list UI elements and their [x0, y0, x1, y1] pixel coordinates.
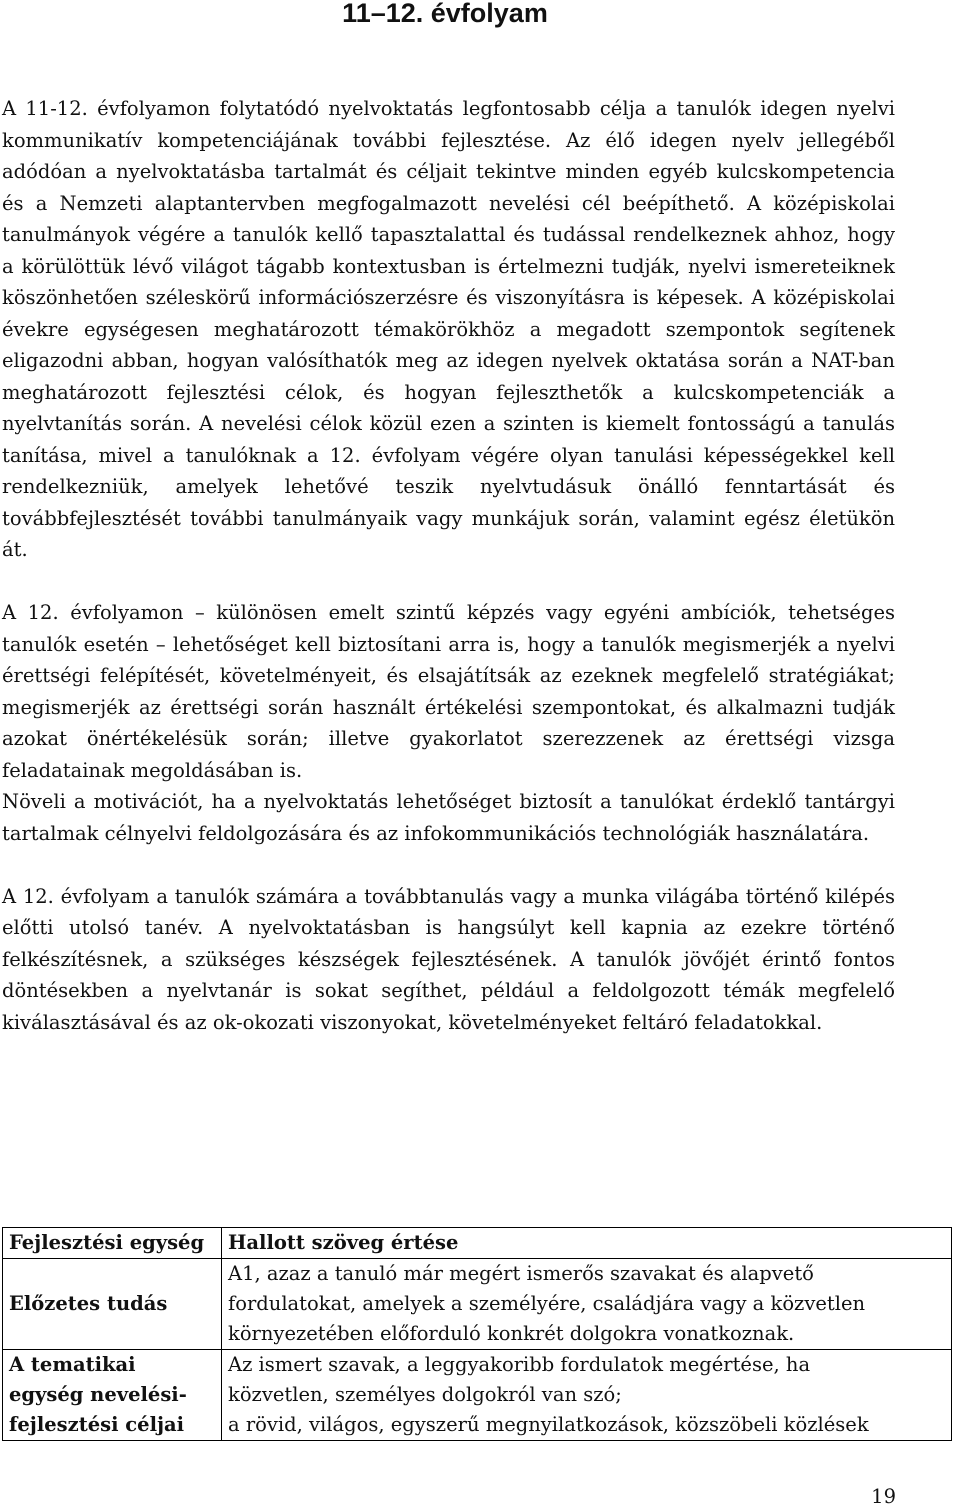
paragraph: A 12. évfolyamon – különösen emelt szintű képzés vagy egyéni ambíciók, tehetséges tanulók esetén – lehetőséget kell biztosítani arra is, hogy a tanulók megismerjék a nyelvi érettségi felépítését, követelményeit, és elsajátítsák az ezeknek megfelelő stratégiákat; megismerjék az érettségi során használt értékelési szempontokat, és alkalmazni tudják azokat önértékelésük során; illetve gyakorlatot szerezzenek az érettségi vizsga feladatainak megoldásában is. [2, 601, 895, 782]
table-cell-line: környezetében előforduló konkrét dolgokra vonatkoznak. [228, 1322, 795, 1345]
paragraph-gap [2, 849, 895, 881]
row-value-prior-knowledge [222, 1259, 952, 1350]
row-value-goals [222, 1350, 952, 1441]
row-label-goals: A tematikai egység nevelési-fejlesztési céljai [3, 1350, 222, 1441]
table-header-label: Fejlesztési egység [3, 1228, 222, 1259]
page-number: 19 [871, 1485, 896, 1508]
paragraph: A 11-12. évfolyamon folytatódó nyelvoktatás legfontosabb célja a tanulók idegen nyelvi kommunikatív kompetenciájának további fejlesztése. Az élő idegen nyelv jellegéből adódóan a nyelvoktatásba tartalmát és céljait tekintve minden egyéb kulcskompetencia és a Nemzeti alaptantervben megfogalmazott nevelési cél beépíthető. A középiskolai tanulmányok végére a tanulók kellő tapasztalattal és tudással rendelkeznek ahhoz, hogy a körülöttük lévő világot tágabb kontextusban is értelmezni tudják, nyelvi ismereteiknek köszönhetően széleskörű információszerzésre és viszonyításra is képesek. A középiskolai évekre egységesen meghatározott témakörökhöz a megadott szempontok segítenek eligazodni abban, hogyan valósíthatók meg az idegen nyelvek oktatása során a NAT-ban meghatározott fejlesztési célok, és hogyan fejleszthetők a kulcskompetenciák a nyelvtanítás során. A nevelési célok közül ezen a szinten is kiemelt fontosságú a tanulás tanítása, mivel a tanulóknak a 12. évfolyam végére olyan tanulási képességekkel kell rendelkezniük, amelyek lehetővé teszik nyelvtudásuk önálló fenntartását és továbbfejlesztését további tanulmányaik vagy munkájuk során, valamint egész életükön át. [2, 97, 895, 561]
table-row [3, 1228, 952, 1259]
paragraph: Növeli a motivációt, ha a nyelvoktatás lehetőséget biztosít a tanulókat érdeklő tantárgyi tartalmak célnyelvi feldolgozására és az infokommunikációs technológiák használatára. [2, 790, 895, 845]
paragraph-gap [2, 566, 895, 598]
table-cell-line: A1, azaz a tanuló már megért ismerős szavakat és alapvető [228, 1262, 814, 1285]
table-cell-line: közvetlen, személyes dolgokról van szó; [228, 1383, 622, 1406]
table-row [3, 1259, 952, 1350]
table-header-value: Hallott szöveg értése [222, 1228, 952, 1259]
paragraph: A 12. évfolyam a tanulók számára a továbbtanulás vagy a munka világába történő kilépés előtti utolsó tanév. A nyelvoktatásban is hangsúlyt kell kapnia az ezekre történő felkészítésnek, a szükséges készségek fejlesztésének. A tanulók jövőjét érintő fontos döntésekben a nyelvtanár is sokat segíthet, például a feldolgozott témák megfelelő kiválasztásával és az ok-okozati viszonyokat, követelményeket feltáró feladatokkal. [2, 884, 895, 1034]
table-row [3, 1350, 952, 1441]
table-cell-line: fordulatokat, amelyek a személyére, családjára vagy a közvetlen [228, 1292, 866, 1315]
page-title: 11–12. évfolyam [342, 0, 548, 28]
development-unit-table [2, 1227, 952, 1441]
table-cell-line: Az ismert szavak, a leggyakoribb fordulatok megértése, ha [228, 1353, 811, 1376]
row-label-prior-knowledge: Előzetes tudás [3, 1259, 222, 1350]
table-cell-line: a rövid, világos, egyszerű megnyilatkozások, közszöbeli közlések [228, 1413, 869, 1436]
document-body [2, 93, 895, 1038]
